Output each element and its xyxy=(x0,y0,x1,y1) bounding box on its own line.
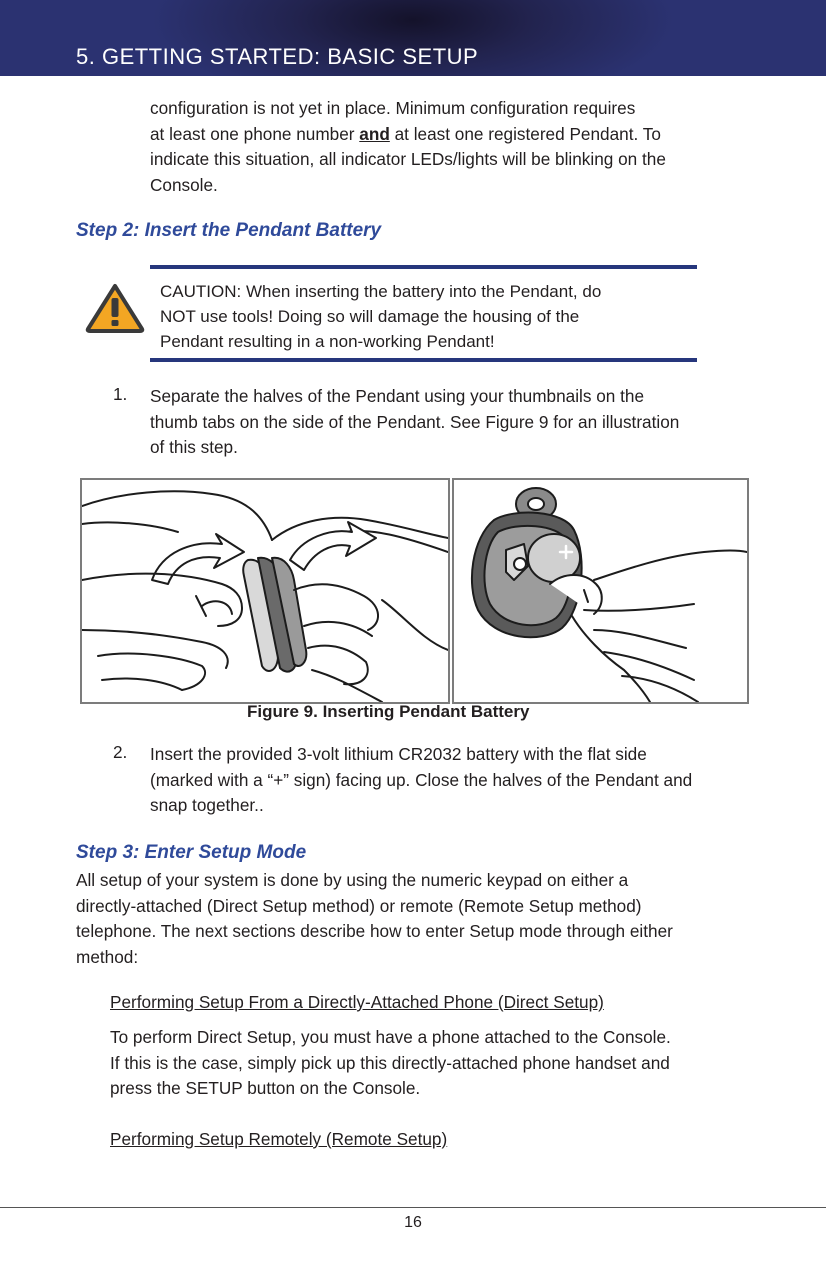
caution-line: Pendant resulting in a non-working Pendant! xyxy=(160,332,495,351)
step3-line: All setup of your system is done by using the numeric keypad on either a xyxy=(76,870,629,890)
intro-line xyxy=(150,122,666,148)
direct-setup-paragraph xyxy=(110,1025,671,1102)
caution-top-rule xyxy=(150,265,697,269)
item-number: 1. xyxy=(113,384,128,404)
intro-text: at least one registered Pendant. To xyxy=(389,123,661,144)
item2-line: (marked with a “+” sign) facing up. Close the halves of the Pendant and xyxy=(150,769,693,790)
remote-setup-heading: Performing Setup Remotely (Remote Setup) xyxy=(110,1129,448,1149)
step3-line: method: xyxy=(76,946,139,967)
step2-heading: Step 2: Insert the Pendant Battery xyxy=(76,220,382,241)
direct-setup-line: To perform Direct Setup, you must have a phone attached to the Console. xyxy=(110,1027,671,1047)
item1-line: thumb tabs on the side of the Pendant. See Figure 9 for an illustration xyxy=(150,411,680,432)
step3-line: telephone. The next sections describe how to enter Setup mode through either xyxy=(76,921,673,941)
battery-insertion-illustration xyxy=(452,478,749,704)
item2-line: snap together.. xyxy=(150,795,264,815)
item1-line: of this step. xyxy=(150,437,238,457)
item1-line: Separate the halves of the Pendant using your thumbnails on the xyxy=(150,386,644,406)
caution-line: NOT use tools! Doing so will damage the housing of the xyxy=(160,307,580,326)
intro-text: at least one phone number xyxy=(150,123,360,144)
direct-setup-line: If this is the case, simply pick up this directly-attached phone handset and xyxy=(110,1052,670,1073)
intro-line: configuration is not yet in place. Minimum configuration requires xyxy=(150,98,636,118)
intro-line: Console. xyxy=(150,174,218,195)
direct-setup-heading: Performing Setup From a Directly-Attached Phone (Direct Setup) xyxy=(110,992,604,1012)
item2-text xyxy=(150,742,692,819)
caution-line: CAUTION: When inserting the battery into the Pendant, do xyxy=(160,282,602,301)
chapter-title: 5. GETTING STARTED: BASIC SETUP xyxy=(76,44,479,69)
hands-separating-pendant-illustration xyxy=(80,478,450,704)
footer-rule xyxy=(0,1207,826,1208)
step3-line: directly-attached (Direct Setup method) or remote (Remote Setup method) xyxy=(76,895,642,916)
warning-triangle-icon xyxy=(85,283,145,333)
caution-text xyxy=(160,279,601,354)
direct-setup-line: press the SETUP button on the Console. xyxy=(110,1078,421,1098)
caution-bottom-rule xyxy=(150,358,697,362)
chapter-header-banner xyxy=(0,0,826,76)
intro-paragraph xyxy=(150,96,666,198)
step3-heading: Step 3: Enter Setup Mode xyxy=(76,842,307,863)
item2-line: Insert the provided 3-volt lithium CR2032 battery with the flat side xyxy=(150,744,647,764)
item1-text xyxy=(150,384,679,461)
intro-line: indicate this situation, all indicator LEDs/lights will be blinking on the xyxy=(150,149,666,169)
page-number: 16 xyxy=(404,1214,422,1231)
figure-caption: Figure 9. Inserting Pendant Battery xyxy=(247,702,530,721)
emphasis-and: and xyxy=(359,123,390,144)
step3-paragraph xyxy=(76,868,673,970)
item-number: 2. xyxy=(113,742,128,762)
